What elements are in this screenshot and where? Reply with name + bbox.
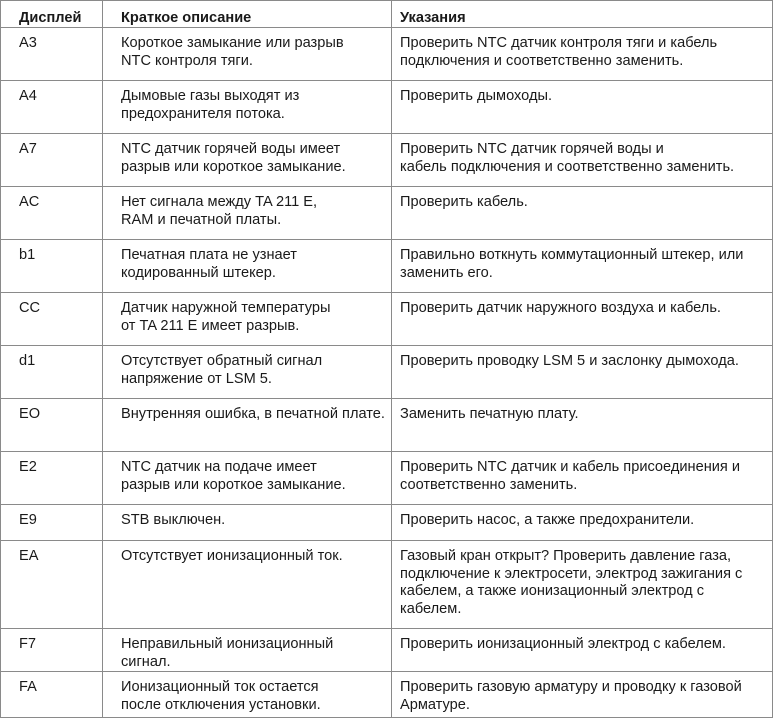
row-description: Датчик наружной температуры от TA 211 E имеет разрыв. [103,293,392,346]
row-code: EA [1,541,103,629]
row-instructions: Проверить кабель. [392,187,773,240]
row-instructions: Проверить насос, а также предохранители. [392,505,773,541]
row-code: E2 [1,452,103,505]
header-display: Дисплей [1,1,103,28]
table-row [1,187,773,240]
row-instructions: Проверить NTC датчик горячей воды и кабель подключения и соответственно заменить. [392,134,773,187]
row-instructions: Проверить ионизационный электрод с кабелем. [392,629,773,672]
row-description: Отсутствует обратный сигнал напряжение от LSM 5. [103,346,392,399]
row-code: A7 [1,134,103,187]
row-instructions: Проверить газовую арматуру и проводку к газовой Арматуре. [392,672,773,718]
row-instructions: Проверить дымоходы. [392,81,773,134]
row-code: FA [1,672,103,718]
table-row [1,505,773,541]
row-description: NTC датчик на подаче имеет разрыв или короткое замыкание. [103,452,392,505]
row-code: AC [1,187,103,240]
table-row [1,28,773,81]
table-row [1,629,773,672]
table-row [1,240,773,293]
row-instructions: Заменить печатную плату. [392,399,773,452]
table-row [1,399,773,452]
row-instructions: Правильно воткнуть коммутационный штекер, или заменить его. [392,240,773,293]
row-description: Печатная плата не узнает кодированный штекер. [103,240,392,293]
table-row [1,452,773,505]
row-description: Короткое замыкание или разрыв NTC контроля тяги. [103,28,392,81]
row-instructions: Проверить проводку LSM 5 и заслонку дымохода. [392,346,773,399]
row-code: d1 [1,346,103,399]
table-row [1,134,773,187]
row-description: Неправильный ионизационный сигнал. [103,629,392,672]
row-code: EO [1,399,103,452]
row-description: Ионизационный ток остается после отключения установки. [103,672,392,718]
row-instructions: Проверить NTC датчик контроля тяги и кабель подключения и соответственно заменить. [392,28,773,81]
table-row [1,346,773,399]
row-instructions: Газовый кран открыт? Проверить давление газа, подключение к электросети, электрод зажигания с кабелем, а также ионизационный электрод с кабелем. [392,541,773,629]
row-code: A3 [1,28,103,81]
row-description: Отсутствует ионизационный ток. [103,541,392,629]
table-row [1,672,773,718]
row-code: E9 [1,505,103,541]
row-description: Нет сигнала между TA 211 E, RAM и печатной платы. [103,187,392,240]
table-row [1,293,773,346]
row-instructions: Проверить NTC датчик и кабель присоединения и соответственно заменить. [392,452,773,505]
header-instructions: Указания [392,1,773,28]
row-code: CC [1,293,103,346]
row-code: F7 [1,629,103,672]
table-row [1,81,773,134]
row-description: NTC датчик горячей воды имеет разрыв или короткое замыкание. [103,134,392,187]
row-code: A4 [1,81,103,134]
row-instructions: Проверить датчик наружного воздуха и кабель. [392,293,773,346]
row-description: Внутренняя ошибка, в печатной плате. [103,399,392,452]
table-header-row [1,1,773,28]
row-code: b1 [1,240,103,293]
header-description: Краткое описание [103,1,392,28]
row-description: Дымовые газы выходят из предохранителя потока. [103,81,392,134]
table-row [1,541,773,629]
row-description: STB выключен. [103,505,392,541]
